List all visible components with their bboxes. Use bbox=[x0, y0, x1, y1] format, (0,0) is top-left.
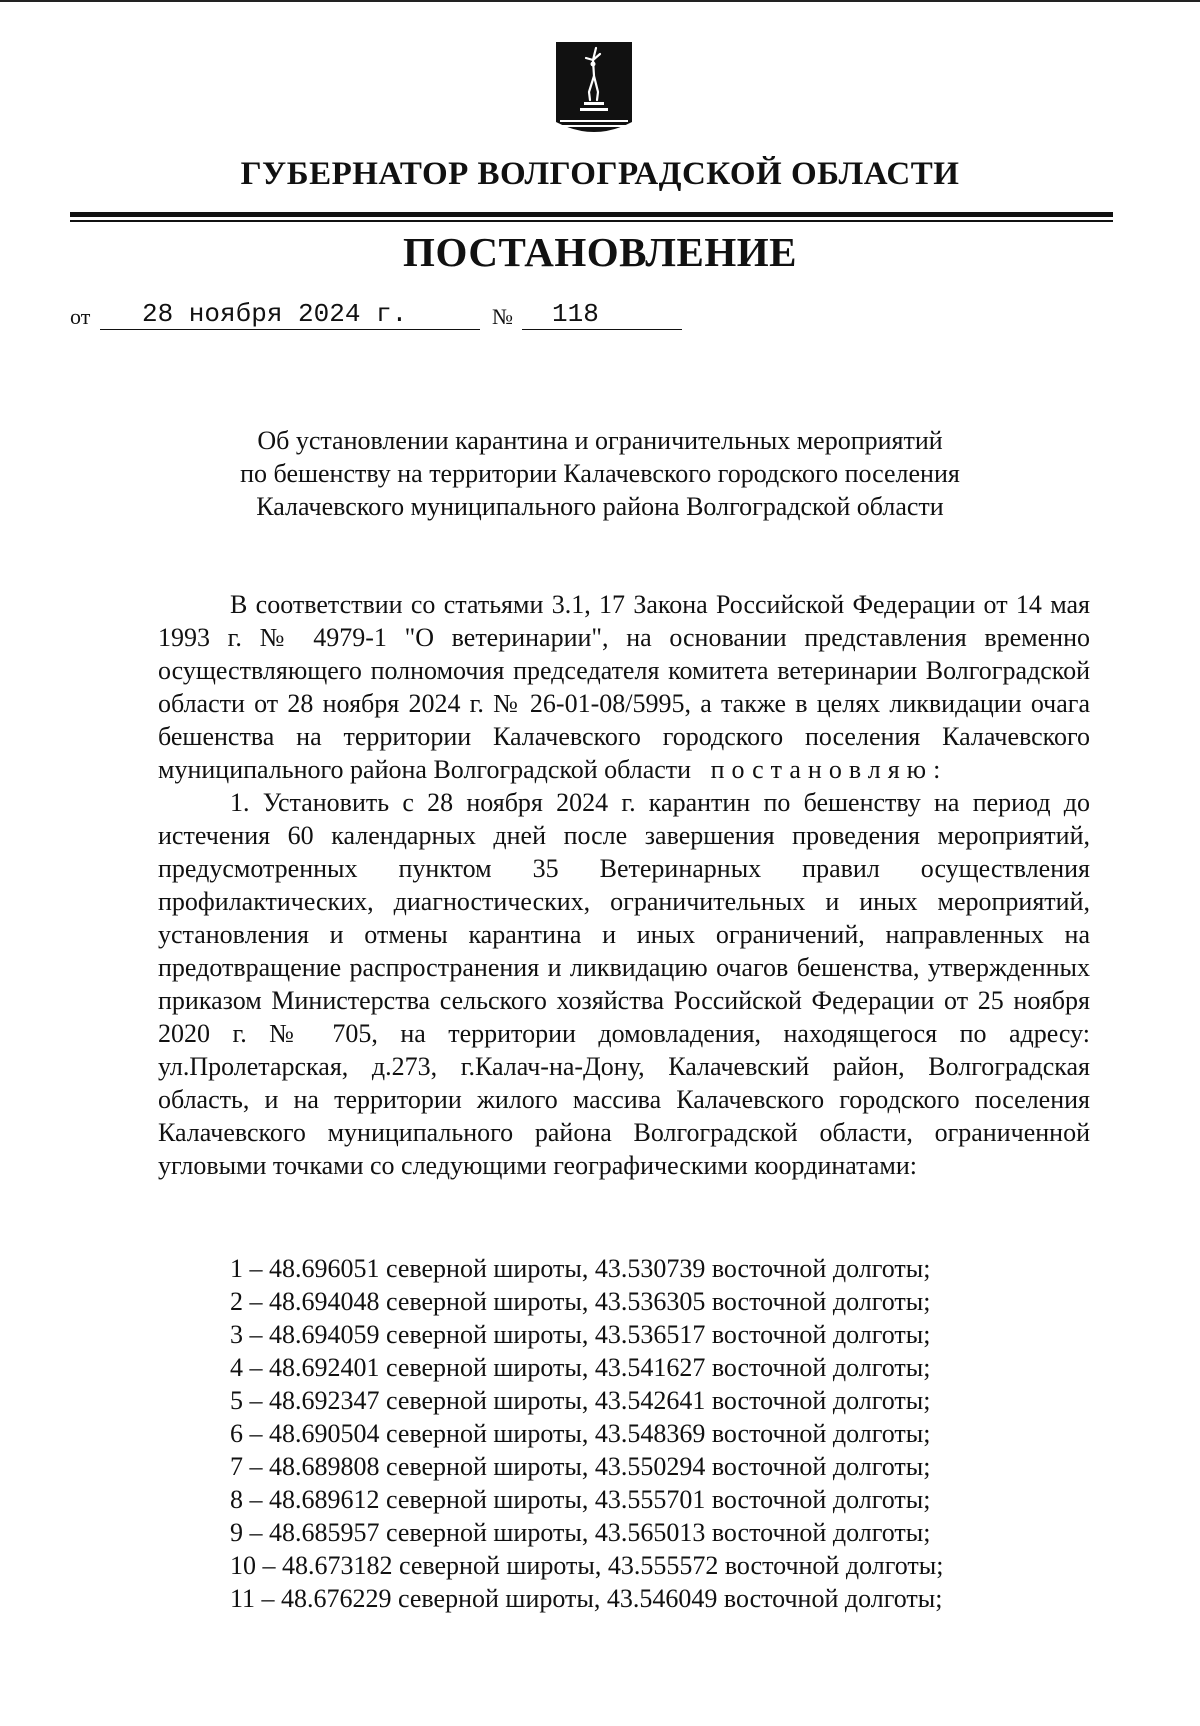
date-prefix: от bbox=[70, 304, 91, 329]
header-divider-thin bbox=[70, 220, 1113, 222]
document-number: 118 bbox=[522, 300, 682, 330]
document-body bbox=[158, 588, 1090, 1182]
document-type: ПОСТАНОВЛЕНИЕ bbox=[403, 229, 797, 275]
coordinate-item: 11 – 48.676229 северной широты, 43.546049 восточной долготы; bbox=[230, 1584, 943, 1613]
subject-line: Калачевского муниципального района Волгоградской области bbox=[256, 492, 944, 521]
coordinate-item: 1 – 48.696051 северной широты, 43.530739 восточной долготы; bbox=[230, 1254, 931, 1283]
coordinate-item: 6 – 48.690504 северной широты, 43.548369 восточной долготы; bbox=[230, 1419, 931, 1448]
item-1-paragraph: 1. Установить с 28 ноября 2024 г. карантин по бешенству на период до истечения 60 календарных дней после завершения проведения мероприятий, предусмотренных пунктом 35 Ветеринарных правил осуществления профилактических, диагностических, ограничительных и иных мероприятий, установления и отмены карантина и иных ограничений, направленных на предотвращение распространения и ликвидацию очагов бешенства, утвержденных приказом Министерства сельского хозяйства Российской Федерации от 25 ноября 2020 г. № 705, на территории домовладения, находящегося по адресу: ул.Пролетарская, д.273, г.Калач-на-Дону, Калачевский район, Волгоградская область, и на территории жилого массива Калачевского городского поселения Калачевского муниципального района Волгоградской области, ограниченной угловыми точками со следующими географическими координатами: bbox=[158, 788, 1090, 1180]
decree-word: постановляю: bbox=[710, 755, 948, 784]
coordinate-item: 8 – 48.689612 северной широты, 43.555701 восточной долготы; bbox=[230, 1485, 931, 1514]
coordinate-item: 7 – 48.689808 северной широты, 43.550294 восточной долготы; bbox=[230, 1452, 931, 1481]
subject-line: по бешенству на территории Калачевского городского поселения bbox=[240, 459, 960, 488]
preamble-text: В соответствии со статьями 3.1, 17 Закона Российской Федерации от 14 мая 1993 г. № 4979-1 "О ветеринарии", на основании представления временно осуществляющего полномочия председателя комитета ветеринарии Волгоградской области от 28 ноября 2024 г. № 26-01-08/5995, а также в целях ликвидации очага бешенства на территории Калачевского городского поселения Калачевского муниципального района Волгоградской области bbox=[158, 590, 1090, 784]
subject-line: Об установлении карантина и ограничительных мероприятий bbox=[257, 426, 943, 455]
issuer-title: ГУБЕРНАТОР ВОЛГОГРАДСКОЙ ОБЛАСТИ bbox=[240, 156, 960, 192]
page-top-edge bbox=[0, 0, 1200, 2]
coordinate-item: 2 – 48.694048 северной широты, 43.536305 восточной долготы; bbox=[230, 1287, 931, 1316]
document-subject bbox=[140, 424, 1060, 523]
coordinates-list bbox=[230, 1252, 943, 1615]
coat-of-arms-emblem bbox=[556, 42, 632, 142]
coordinate-item: 9 – 48.685957 северной широты, 43.565013 восточной долготы; bbox=[230, 1518, 931, 1547]
preamble-paragraph bbox=[158, 588, 1090, 786]
coordinate-item: 4 – 48.692401 северной широты, 43.541627 восточной долготы; bbox=[230, 1353, 931, 1382]
number-prefix: № bbox=[492, 304, 513, 329]
coordinate-item: 3 – 48.694059 северной широты, 43.536517 восточной долготы; bbox=[230, 1320, 931, 1349]
coordinate-item: 5 – 48.692347 северной широты, 43.542641 восточной долготы; bbox=[230, 1386, 931, 1415]
document-date: 28 ноября 2024 г. bbox=[100, 300, 480, 330]
header-divider-thick bbox=[70, 212, 1113, 217]
coordinate-item: 10 – 48.673182 северной широты, 43.555572 восточной долготы; bbox=[230, 1551, 944, 1580]
date-number-line bbox=[70, 300, 690, 334]
